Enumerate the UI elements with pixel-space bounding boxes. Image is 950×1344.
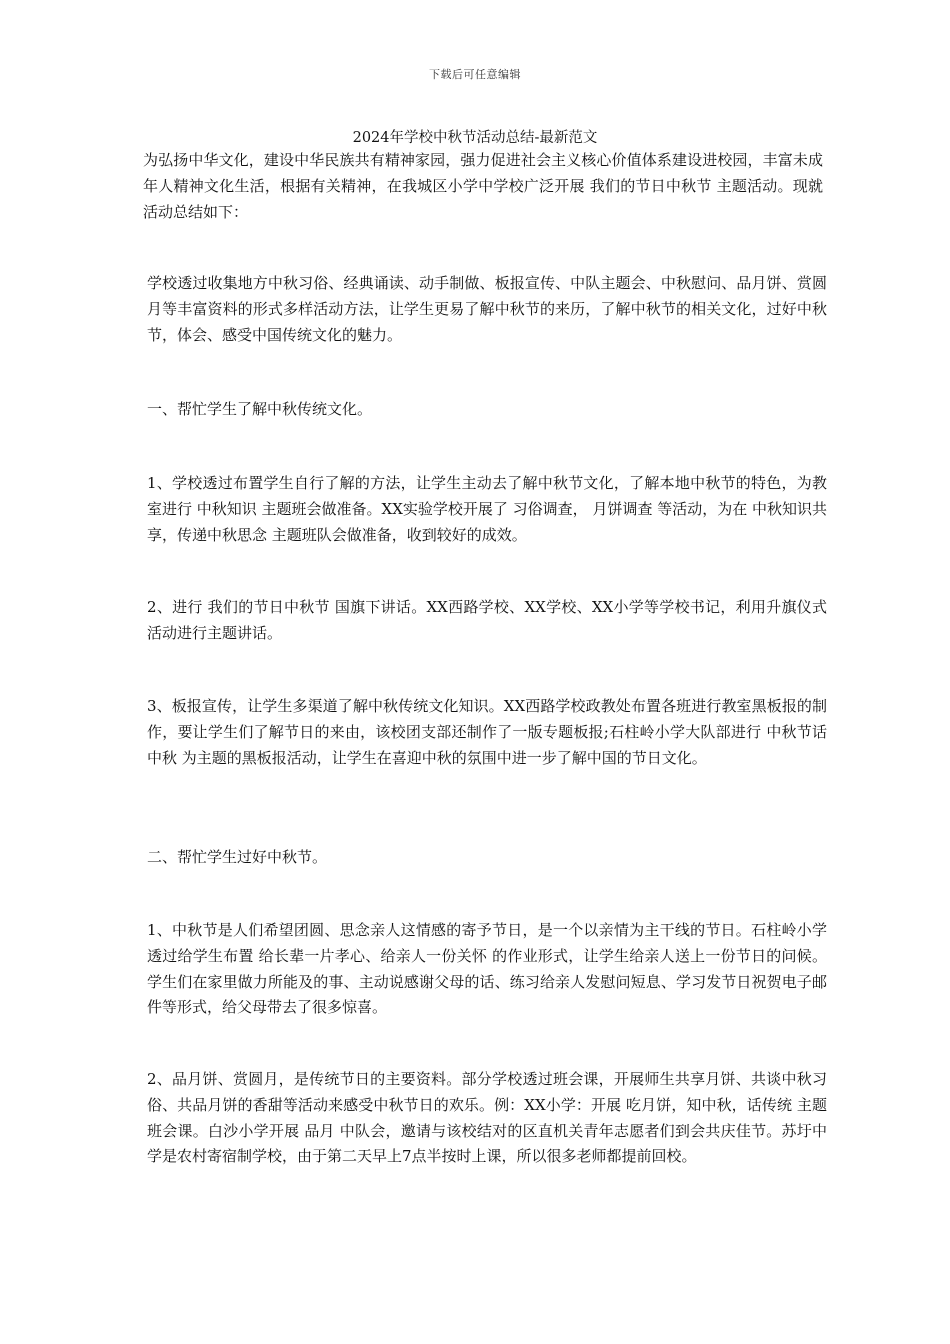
intro-paragraph: 为弘扬中华文化，建设中华民族共有精神家园，强力促进社会主义核心价值体系建设进校园，丰富未成年人精神文化生活，根据有关精神，在我城区小学中学校广泛开展 我们的节日中秋节 主题活动。现就活动总结如下： xyxy=(143,151,823,221)
section-two-item-2: 2、品月饼、赏圆月，是传统节日的主要资料。部分学校透过班会课，开展师生共享月饼、共谈中秋习俗、共品月饼的香甜等活动来感受中秋节日的欢乐。例：XX小学：开展 吃月饼，知中秋，话传统 主题班会课。白沙小学开展 品月 中队会，邀请与该校结对的区直机关青年志愿者们到会共庆佳节。苏圩中学是农村寄宿制学校，由于第二天早上7点半按时上课，所以很多老师都提前回校。 xyxy=(147,1070,827,1166)
header-note: 下载后可任意编辑 xyxy=(429,68,521,81)
section-one-item-1: 1、学校透过布置学生自行了解的方法，让学生主动去了解中秋节文化，了解本地中秋节的特色，为教室进行 中秋知识 主题班会做准备。XX实验学校开展了 习俗调查， 月饼调查 等活动，为在 中秋知识共享，传递中秋思念 主题班队会做准备，收到较好的成效。 xyxy=(147,474,827,544)
section-one-item-3: 3、板报宣传，让学生多渠道了解中秋传统文化知识。XX西路学校政教处布置各班进行教室黑板报的制作，要让学生们了解节日的来由，该校团支部还制作了一版专题板报;石柱岭小学大队部进行 中秋节话中秋 为主题的黑板报活动，让学生在喜迎中秋的氛围中进一步了解中国的节日文化。 xyxy=(147,697,827,767)
section-one-heading: 一、帮忙学生了解中秋传统文化。 xyxy=(147,400,373,418)
lead-paragraph: 学校透过收集地方中秋习俗、经典诵读、动手制做、板报宣传、中队主题会、中秋慰问、品月饼、赏圆月等丰富资料的形式多样活动方法，让学生更易了解中秋节的来历，了解中秋节的相关文化，过好中秋节，体会、感受中国传统文化的魅力。 xyxy=(147,274,827,344)
document-title: 2024年学校中秋节活动总结-最新范文 xyxy=(352,130,598,146)
section-two-heading: 二、帮忙学生过好中秋节。 xyxy=(147,848,328,866)
section-one-item-2: 2、进行 我们的节日中秋节 国旗下讲话。XX西路学校、XX学校、XX小学等学校书记，利用升旗仪式活动进行主题讲话。 xyxy=(147,598,827,642)
section-two-item-1: 1、中秋节是人们希望团圆、思念亲人这情感的寄予节日，是一个以亲情为主干线的节日。石柱岭小学透过给学生布置 给长辈一片孝心、给亲人一份关怀 的作业形式，让学生给亲人送上一份节日的问候。学生们在家里做力所能及的事、主动说感谢父母的话、练习给亲人发慰问短息、学习发节日祝贺电子邮件等形式，给父母带去了很多惊喜。 xyxy=(147,921,827,1017)
